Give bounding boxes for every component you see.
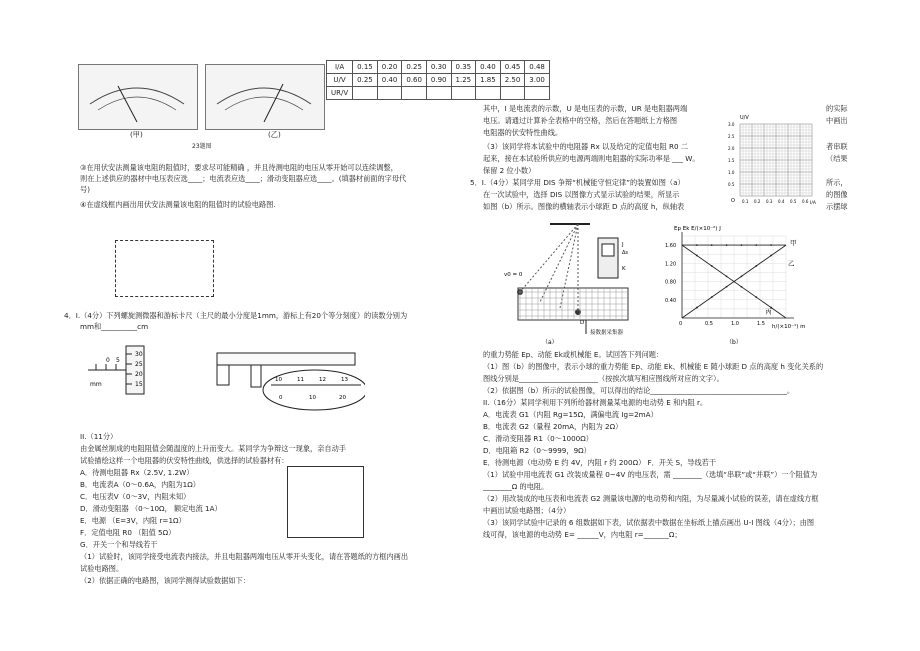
micrometer-unit: mm: [90, 381, 102, 388]
grid-ytick: 3.0: [728, 122, 735, 127]
apparatus-label-k: K: [622, 266, 626, 272]
grid-xtick: 0.4: [778, 199, 785, 204]
series-point: [711, 265, 713, 267]
meter-dials: [78, 64, 324, 140]
q4ii-line-11: （1）试验时，该同学接受电流表内接法，并且电阻器两端电压从零开头变化，请在答题纸的方框内画出: [80, 552, 409, 561]
meter-caption-jia: (甲): [130, 130, 143, 139]
q3-line-1: ③在用伏安法测量该电阻的阻值时，要求尽可能精确 ，并且待测电阻的电压从零开始可以连续调整，: [80, 163, 398, 172]
mid-line-1: 的重力势能 Ep、动能 Ek或机械能 E。试回答下列问题：: [483, 350, 664, 359]
table-cell: [476, 87, 501, 100]
q4-line-2: mm和__________cm: [80, 322, 149, 331]
apparatus-label-j: J: [622, 242, 624, 248]
table-cell: 2.50: [500, 74, 525, 87]
chart-xlabel: h/(×10⁻¹) m: [772, 324, 806, 330]
series-point: [696, 255, 698, 257]
micrometer-figure: [88, 340, 158, 398]
micrometer-mark-0: 0: [106, 357, 110, 364]
caliper-vernier-10: 10: [309, 395, 316, 401]
mid-line-5: II.（16分）某同学利用下列所给器材测量某电源的电动势 E 和内阻 r。: [483, 398, 708, 407]
mid-line-2: （1）图（b）的图像中，表示小球的重力势能 Ep、动能 Ek、机械能 E 随小球距 D 点的高度 h 变化关系的: [483, 362, 824, 371]
caliper-main-11: 11: [297, 377, 304, 383]
grid-ytick: 1.5: [728, 158, 735, 163]
intro-line-2: 电压。请通过计算补全表格中的空格，然后在答题纸上方格图: [483, 116, 678, 125]
grid-xtick: 0.3: [766, 199, 773, 204]
intro-line-4: （3）该同学将本试验中的电阻器 Rx 以及给定的定值电阻 R0 二: [483, 142, 689, 151]
grid-ytick: 0.5: [728, 182, 735, 187]
apparatus-label-ds: Δs: [622, 250, 629, 256]
chart-y-tick: 0.80: [665, 279, 677, 286]
q4ii-line-6: C．电压表V（0～3V，内阻未知）: [80, 492, 191, 501]
grid-ytick: 1.0: [728, 170, 735, 175]
table-cell: [377, 87, 402, 100]
mid-line-9: D．电阻箱 R2（0～9999，9Ω）: [483, 446, 591, 455]
chart-x-tick: 1.0: [731, 321, 739, 327]
table-row-voltage: [327, 74, 550, 87]
q3-line-2: 则在上述供应的器材中电压表应选____；电流表应选____；滑动变阻器应选____。(填器材前面的字母代: [80, 174, 407, 183]
apparatus-label-d: D: [580, 320, 585, 326]
q5-side-2: 的图像: [826, 190, 848, 199]
side-text-4: （结果: [826, 154, 848, 163]
table-cell: [426, 87, 451, 100]
series-point: [770, 244, 772, 246]
ui-grid-chart: [728, 112, 824, 206]
intro-line-3: 电阻器的伏安特性曲线。: [483, 128, 563, 137]
meter-caption-yi: (乙): [268, 130, 281, 139]
mid-line-4: （2）依据图（b）所示的试验图像，可以得出的结论______________________________________。: [483, 386, 795, 395]
circuit-draw-box: [287, 466, 364, 538]
chart-x-tick: 0: [679, 321, 683, 327]
table-cell: [402, 87, 427, 100]
table-row-label: U/V: [327, 74, 353, 87]
series-label-1: 甲: [790, 239, 797, 248]
series-point: [741, 244, 743, 246]
q4ii-line-8: E．电源 （E=3V，内阻 r=1Ω）: [80, 516, 186, 525]
grid-xlabel: I/A: [810, 201, 816, 206]
caliper-vernier-0: 0: [279, 395, 283, 401]
series-point: [755, 244, 757, 246]
chart-y-tick: 1.60: [665, 243, 677, 250]
chart-caption: （b）: [726, 339, 742, 346]
grid-xtick: 0.2: [754, 199, 761, 204]
series-point: [696, 307, 698, 309]
table-cell: [451, 87, 476, 100]
chart-y-tick: 0.40: [665, 297, 677, 304]
table-cell: 0.25: [353, 74, 378, 87]
q5-side-1: 所示，: [826, 178, 848, 187]
series-label-2: 乙: [788, 259, 795, 268]
grid-xtick: 0.6: [802, 199, 809, 204]
q4ii-line-3: 试验描绘这样一个电阻器的伏安特性曲线，供选择的试验器材有：: [80, 456, 289, 465]
series-point: [755, 265, 757, 267]
mid-line-16: 线可得，该电源的电动势 E= ______V，内电阻 r=_______Ω；: [483, 530, 682, 539]
side-text-2: 中画出: [826, 116, 848, 125]
intro-line-5: 起来，接在本试验所供应的电源两端则电阻器的实际功率是 ___ W。: [483, 154, 700, 163]
mid-line-6: A．电流表 G1（内阻 Rg=15Ω，满偏电流 Ig=2mA）: [483, 410, 658, 419]
apparatus-label-collector: 接数据采集器: [590, 330, 624, 336]
energy-height-chart: [656, 222, 816, 348]
series-point: [726, 244, 728, 246]
mid-line-14: 中画出试验电路图；（4分）: [483, 506, 571, 515]
grid-ylabel: U/V: [740, 115, 749, 121]
table-cell: 1.85: [476, 74, 501, 87]
q5-line-3: 如图（b）所示。图像的横轴表示小球距 D 点的高度 h，纵轴表: [483, 202, 685, 211]
table-cell: 0.15: [353, 61, 378, 74]
q3-line-4: ④在虚线框内画出用伏安法测量该电阻的阻值时的试验电路图.: [80, 200, 276, 209]
q4ii-line-9: F．定值电阻 R0 （阻值 5Ω）: [80, 528, 176, 537]
mid-line-7: B．电流表 G2（量程 20mA，内阻为 2Ω）: [483, 422, 623, 431]
intro-line-6: 保留 2 位小数）: [483, 166, 536, 175]
micrometer-mark-5: 5: [116, 357, 120, 364]
caliper-main-10: 10: [275, 377, 282, 383]
grid-ytick: 2.5: [728, 134, 735, 139]
mid-line-3: 图线分别是______________________（按挨次填写相应图线所对应的文字）。: [483, 374, 724, 383]
mid-line-8: C．滑动变阻器 R1（0～1000Ω）: [483, 434, 593, 443]
series-point: [741, 286, 743, 288]
q5-line-1: 5．I.（4分）某同学用 DIS 争辩“机械能守恒定律”的装置如图（a）: [470, 178, 685, 187]
caliper-main-12: 12: [319, 377, 326, 383]
table-cell: 0.45: [500, 61, 525, 74]
q4ii-line-12: 试验电路图。: [80, 564, 124, 573]
q4ii-line-2: 由金属丝制成的电阻阻值会随温度的上升而变大。某同学为争辩这一现象，亲自动手: [80, 444, 346, 453]
vernier-caliper-figure: [215, 345, 365, 415]
table-cell: 0.35: [451, 61, 476, 74]
table-cell: [525, 87, 550, 100]
q4ii-line-10: G．开关一个和导线若干: [80, 540, 158, 549]
table-cell: 0.90: [426, 74, 451, 87]
q4-line-1: 4．I.（4分）下列螺旋测微器和游标卡尺（主尺的最小分度是1mm，游标上有20个等分刻度）的读数分别为: [64, 311, 408, 320]
q5-line-2: 在一次试验中，选择 DIS 以图像方式显示试验的结果，所显示: [483, 190, 680, 199]
table-cell: [353, 87, 378, 100]
q4ii-line-4: A．待测电阻器 Rx（2.5V, 1.2W）: [80, 468, 194, 477]
table-cell: 0.40: [377, 74, 402, 87]
grid-ytick: 2.0: [728, 146, 735, 151]
side-text-1: 的实际: [826, 104, 848, 113]
pendulum-apparatus-figure: [490, 222, 658, 348]
series-point: [711, 296, 713, 298]
side-text-3: 者串联: [826, 142, 848, 151]
chart-x-tick: 0.5: [705, 321, 713, 327]
series-point: [726, 286, 728, 288]
series-point: [741, 275, 743, 277]
mid-line-13: （2）用改装成的电压表和电流表 G2 测量该电源的电动势和内阻，为尽量减小试验的误差，请在虚线方框: [483, 494, 819, 503]
micrometer-tick-25: 25: [135, 361, 143, 368]
table-cell: 1.25: [451, 74, 476, 87]
series-point: [770, 255, 772, 257]
table-row-label: UR/V: [327, 87, 353, 100]
mid-line-11: （1）试验中用电流表 G1 改装成量程 0~4V 的电压表，需 ________（选填“串联”或“并联”）一个阻值为: [483, 470, 818, 479]
q4ii-line-5: B．电流表A（0～0.6A，内阻为1Ω）: [80, 480, 200, 489]
q4ii-line-1: II.（11分）: [80, 432, 118, 441]
mid-line-15: （3）该同学试验中记录的 6 组数据如下表，试依据表中数据在坐标纸上描点画出 U-I 图线（4分）；由图: [483, 518, 815, 527]
series-point: [711, 244, 713, 246]
intro-line-1: 其中，I 是电流表的示数，U 是电压表的示数，UR 是电阻器两端: [483, 104, 688, 113]
q3-line-3: 号): [80, 185, 90, 194]
circuit-answer-box: [115, 240, 214, 297]
series-point: [755, 296, 757, 298]
grid-xtick: 0.1: [742, 199, 749, 204]
meter-fig-label: 23题图: [192, 143, 212, 150]
table-cell: 0.60: [402, 74, 427, 87]
iv-data-table: [326, 60, 550, 100]
chart-y-tick: 1.20: [665, 261, 677, 268]
series-label-3: 丙: [765, 307, 772, 316]
table-cell: 3.00: [525, 74, 550, 87]
grid-origin: O: [731, 198, 735, 204]
series-point: [726, 275, 728, 277]
q5-side-3: 示摆球: [826, 202, 848, 211]
table-cell: 0.20: [377, 61, 402, 74]
table-row-current: [327, 61, 550, 74]
grid-xtick: 0.5: [790, 199, 797, 204]
mid-line-10: E．待测电源（电动势 E 约 4V，内阻 r 约 200Ω） F．开关 S，导线若干: [483, 458, 717, 467]
table-cell: 0.25: [402, 61, 427, 74]
apparatus-label-v0: v0 = 0: [504, 272, 523, 278]
table-cell: 0.30: [426, 61, 451, 74]
table-cell: [500, 87, 525, 100]
table-cell: 0.48: [525, 61, 550, 74]
apparatus-caption: （a）: [542, 339, 558, 346]
table-row-ur: [327, 87, 550, 100]
chart-x-tick: 1.5: [757, 321, 765, 327]
micrometer-tick-30: 30: [135, 351, 143, 358]
chart-ylabel: Ep Ek E/(×10⁻²) J: [674, 226, 721, 232]
caliper-vernier-20: 20: [339, 395, 346, 401]
series-point: [696, 244, 698, 246]
caliper-main-13: 13: [341, 377, 348, 383]
q4ii-line-13: （2）依据正确的电路图，该同学测得试验数据如下：: [80, 576, 250, 585]
micrometer-tick-20: 20: [135, 371, 143, 378]
table-cell: 0.40: [476, 61, 501, 74]
table-row-label: I/A: [327, 61, 353, 74]
micrometer-tick-15: 15: [135, 381, 143, 388]
q4ii-line-7: D．滑动变阻器 （0～10Ω， 额定电流 1A）: [80, 504, 222, 513]
mid-line-12: ________Ω 的电阻。: [483, 482, 549, 491]
